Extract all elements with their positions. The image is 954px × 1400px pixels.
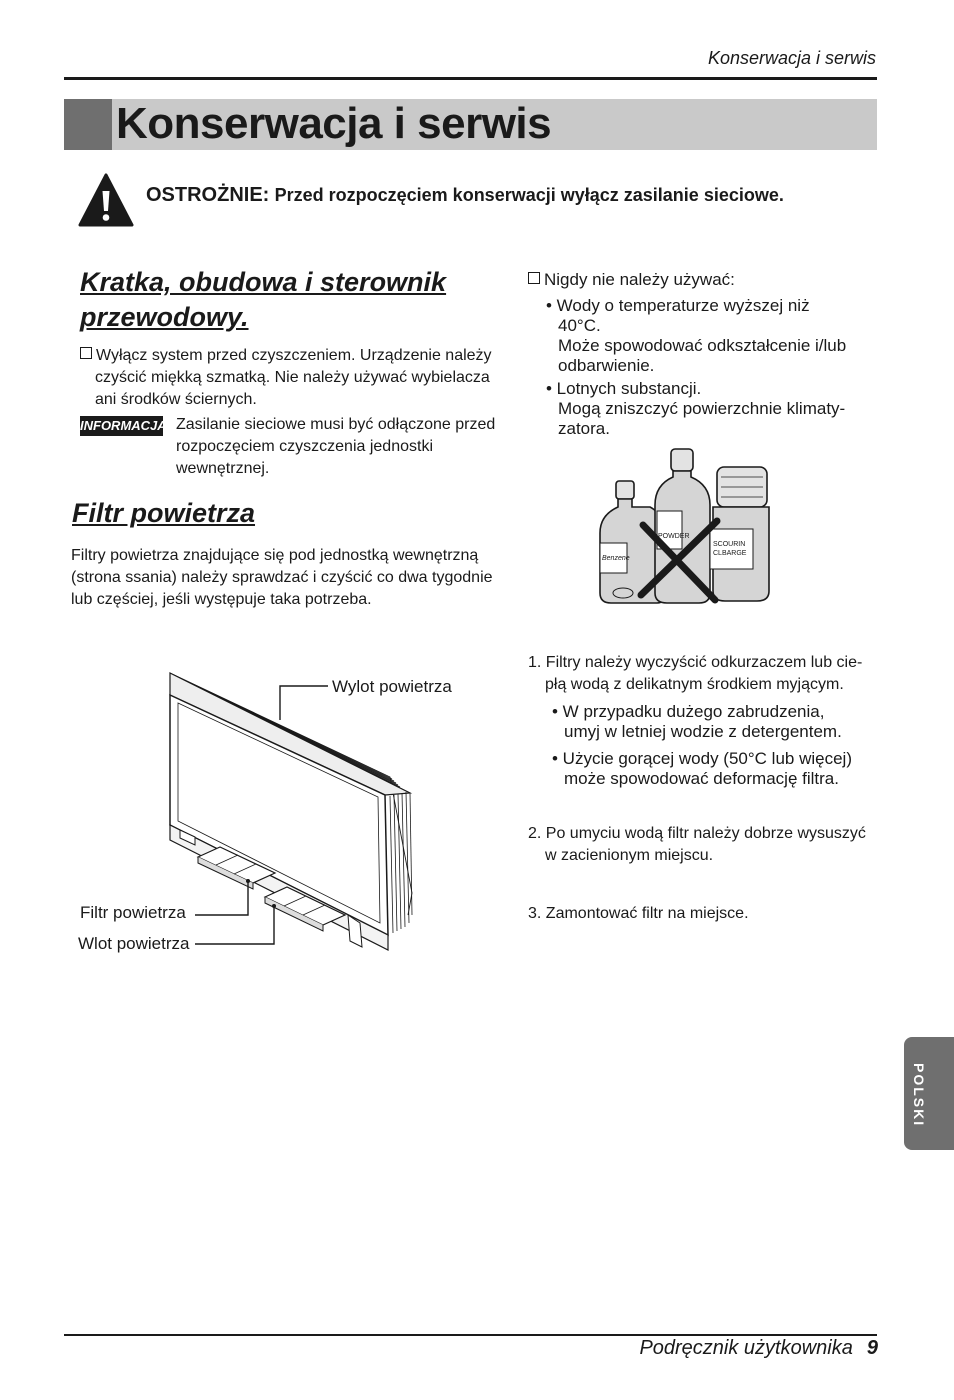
warning-icon [78, 173, 134, 227]
info-note: Zasilanie sieciowe musi być odłączone przed rozpoczęciem czyszczenia jednostki wewnętrznej. [176, 416, 496, 477]
page-footer [560, 1337, 878, 1360]
cleaning-step-3: 3. Zamontować filtr na miejsce. [528, 905, 749, 922]
label-air-inlet: Wlot powietrza [78, 934, 190, 953]
language-tab-label: POLSKI [911, 1063, 927, 1128]
checkbox-bullet-icon [80, 347, 92, 359]
chemical-bottles-illustration [595, 445, 775, 610]
powder-bottle [655, 449, 710, 603]
filter-paragraph: Filtry powietrza znajdujące się pod jednostką wewnętrzną (strona ssania) należy sprawdzać i czyścić co dwa tygodnie lub częściej, jeśli występuje taka potrzeba. [71, 547, 493, 608]
section-heading-grille: Kratka, obudowa i sterownik przewodowy. [80, 267, 447, 332]
title-accent-block [64, 99, 112, 150]
page-title: Konserwacja i serwis [116, 99, 552, 148]
header-rule [64, 77, 877, 80]
label-air-filter: Filtr powietrza [80, 903, 186, 922]
footer-rule [64, 1334, 877, 1336]
checkbox-bullet-icon [528, 272, 540, 284]
bottle-label-scourin: SCOURIN [713, 541, 746, 548]
cleaning-step-1: 1. Filtry należy wyczyścić odkurzaczem lub cie- płą wodą z delikatnym środkiem myjącym. [528, 654, 863, 693]
caution-label: OSTROŻNIE: [146, 184, 270, 206]
running-header: Konserwacja i serwis [707, 48, 876, 68]
info-badge: INFORMACJA [80, 416, 163, 436]
scouring-bottle [710, 467, 769, 601]
bottle-label-powder: POWDER [658, 533, 690, 540]
caution-note [146, 184, 784, 207]
step-1-notes: • W przypadku dużego zabrudzenia, umyj w letniej wodzie z detergentem. • Użycie gorącej wody (50°C lub więcej) może spowodować deformację filtra. [552, 702, 852, 788]
section-heading-filter: Filtr powietrza [72, 498, 256, 528]
caution-message: Przed rozpoczęciem konserwacji wyłącz zasilanie sieciowe. [274, 185, 784, 205]
never-use-list: Nigdy nie należy używać: • Wody o temperaturze wyższej niż 40°C. Może spowodować odkształcenie i/lub odbarwienie. • Lotnych substancji. Mogą zniszczyć powierzchnie klimaty- zatora. [528, 270, 846, 439]
bottle-label-benzene: Benzene [602, 555, 630, 562]
grille-instruction: Wyłącz system przed czyszczeniem. Urządzenie należy czyścić miękką szmatką. Nie należy używać wybielacza ani środków ściernych. [80, 345, 492, 411]
cleaning-step-2: 2. Po umyciu wodą filtr należy dobrze wysuszyć w zacienionym miejscu. [528, 825, 866, 864]
label-air-outlet: Wylot powietrza [332, 677, 452, 696]
page-number: 9 [866, 1337, 878, 1359]
bottle-label-clbarge: CLBARGE [713, 550, 747, 557]
footer-title: Podręcznik użytkownika [639, 1337, 853, 1359]
